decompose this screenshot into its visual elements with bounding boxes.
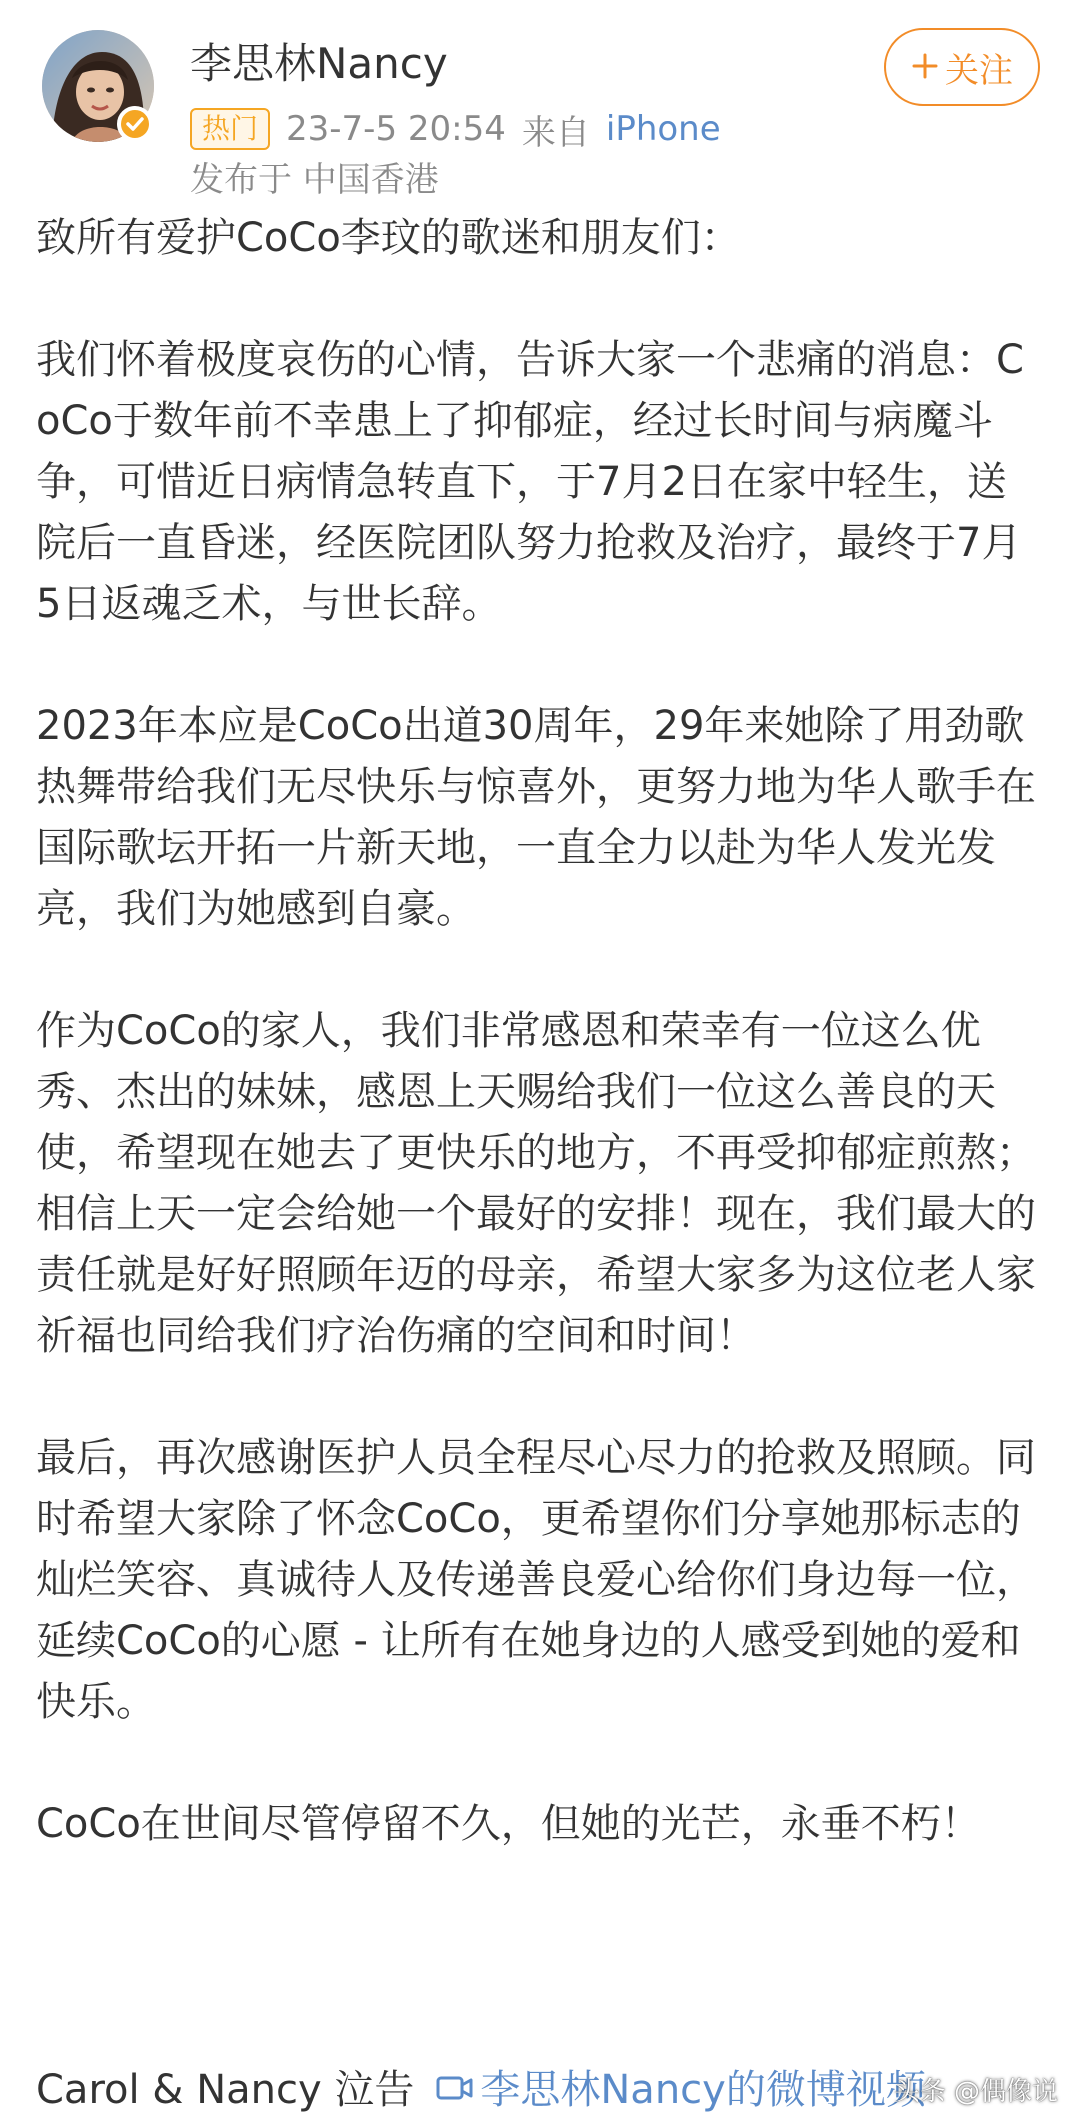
watermark: 头条 @偶像说 <box>893 2077 1058 2107</box>
weibo-video-link[interactable] <box>436 2058 925 2122</box>
body-paragraph: 我们怀着极度哀伤的心情，告诉大家一个悲痛的消息：CoCo于数年前不幸患上了抑郁症，经过长时间与病魔斗争，可惜近日病情急转直下，于7月2日在家中轻生，送院后一直昏迷，经医院团队努力抢救及治疗，最终于7月5日返魂乏术，与世长辞。 <box>36 337 1024 627</box>
post-meta <box>190 108 721 153</box>
greeting-paragraph: 致所有爱护CoCo李玟的歌迷和朋友们： <box>36 215 741 261</box>
follow-label: 关注 <box>945 50 1013 91</box>
video-icon <box>436 2058 474 2122</box>
verified-badge-icon <box>117 106 153 142</box>
body-paragraph: 作为CoCo的家人，我们非常感恩和荣幸有一位这么优秀、杰出的妹妹，感恩上天赐给我们一位这么善良的天使，希望现在她去了更快乐的地方，不再受抑郁症煎熬；相信上天一定会给她一个最好的安排！现在，我们最大的责任就是好好照顾年迈的母亲，希望大家多为这位老人家祈福也同给我们疗治伤痛的空间和时间！ <box>36 1008 1036 1359</box>
hot-badge: 热门 <box>190 108 270 150</box>
post-body <box>36 208 1046 1916</box>
post-timestamp: 23-7-5 20:54 <box>286 109 506 149</box>
plus-icon <box>911 47 939 87</box>
username[interactable]: 李思林Nancy <box>190 39 448 88</box>
body-paragraph: 最后，再次感谢医护人员全程尽心尽力的抢救及照顾。同时希望大家除了怀念CoCo，更希望你们分享她那标志的灿烂笑容、真诚待人及传递善良爱心给你们身边每一位，延续CoCo的心愿 - 让所有在她身边的人感受到她的爱和快乐。 <box>36 1435 1036 1725</box>
follow-button[interactable] <box>884 28 1040 106</box>
source-prefix: 来自 <box>521 112 590 153</box>
post-location: 发布于 中国香港 <box>190 160 439 200</box>
signature: Carol & Nancy 泣告 <box>36 2067 415 2113</box>
signature-row <box>36 2058 926 2122</box>
weibo-video-link-label: 李思林Nancy的微博视频 <box>480 2067 926 2113</box>
source-device[interactable]: iPhone <box>605 109 721 149</box>
body-paragraph: CoCo在世间尽管停留不久，但她的光芒，永垂不朽！ <box>36 1801 981 1847</box>
body-paragraph: 2023年本应是CoCo出道30周年，29年来她除了用劲歌热舞带给我们无尽快乐与惊喜外，更努力地为华人歌手在国际歌坛开拓一片新天地，一直全力以赴为华人发光发亮，我们为她感到自豪。 <box>36 703 1036 932</box>
post-header <box>0 0 1080 210</box>
